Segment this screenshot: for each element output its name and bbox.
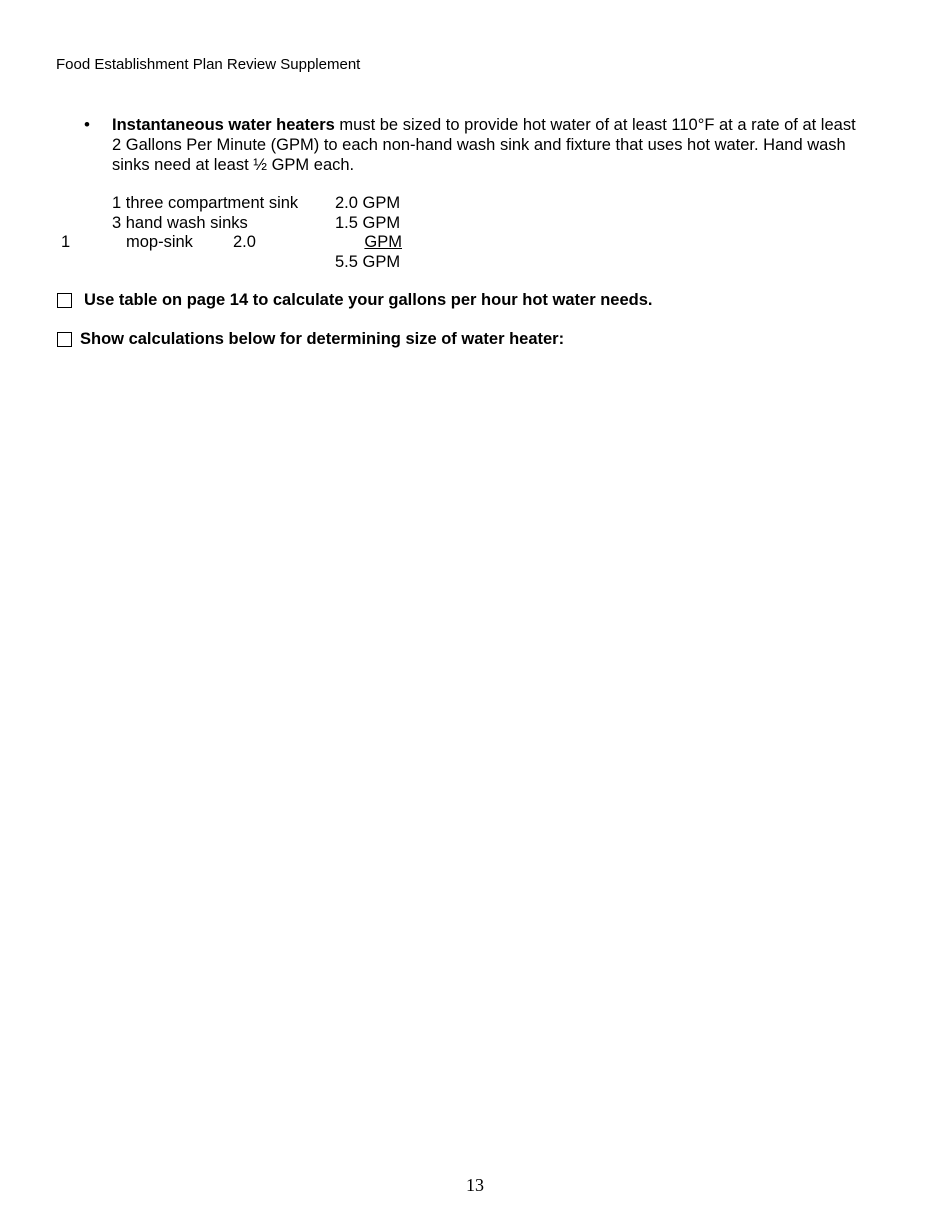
mop-sink-label: mop-sink: [126, 233, 193, 251]
checkbox[interactable]: [57, 293, 72, 308]
bullet-icon: •: [84, 115, 90, 134]
example-row-label: 1 three compartment sink: [112, 194, 299, 212]
checklist-label: Show calculations below for determining size of water heater:: [80, 330, 565, 348]
bullet-line2: 2 Gallons Per Minute (GPM) to each non-hand wash sink and fixture that uses hot water. Hand wash: [112, 136, 846, 154]
example-row-value: 1.5 GPM: [335, 214, 401, 232]
mop-sink-amount: 2.0: [233, 233, 256, 251]
bullet-line1: must be sized to provide hot water of at least 110°F at a rate of at least: [334, 116, 856, 134]
page-number: 13: [466, 1175, 484, 1195]
mop-sink-count: 1: [61, 233, 71, 251]
example-total: 5.5 GPM: [335, 253, 401, 271]
document-header: Food Establishment Plan Review Supplement: [56, 56, 361, 73]
bullet-text: [112, 115, 902, 175]
bullet-bold-lead: Instantaneous water heaters: [112, 116, 335, 134]
checklist-item-calculations[interactable]: [57, 330, 564, 349]
checklist-item-table[interactable]: [57, 291, 652, 310]
example-row-label: 3 hand wash sinks: [112, 214, 248, 232]
mop-sink-unit: GPM: [364, 233, 402, 251]
checklist-label: Use table on page 14 to calculate your gallons per hour hot water needs.: [84, 291, 653, 309]
bullet-line3: sinks need at least ½ GPM each.: [112, 156, 355, 174]
example-row-value: 2.0 GPM: [335, 194, 401, 212]
checkbox[interactable]: [57, 332, 72, 347]
